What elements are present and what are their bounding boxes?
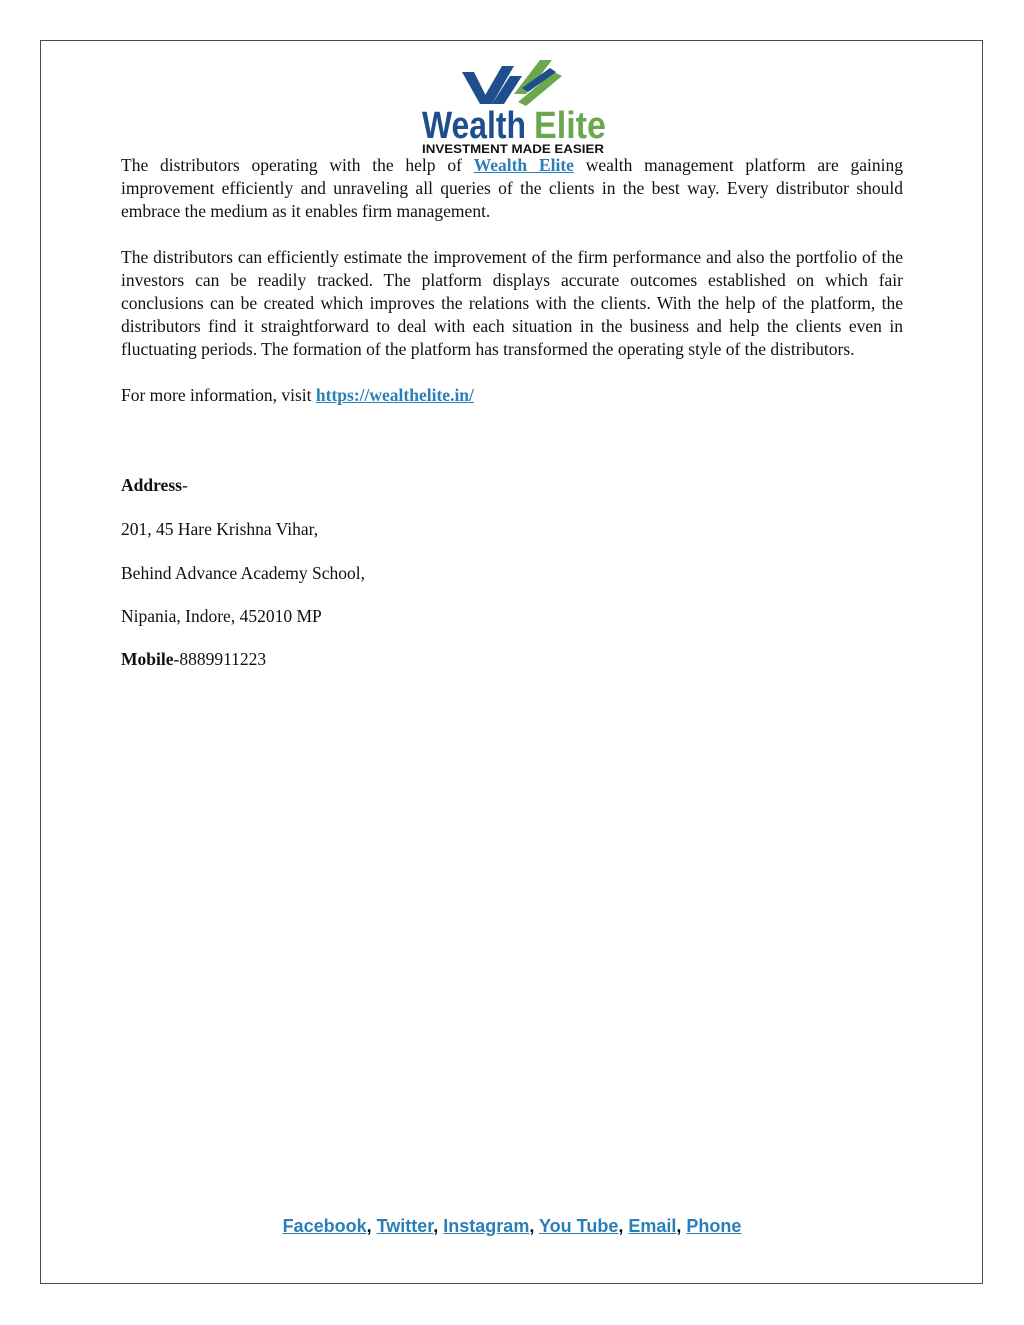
svg-text:Wealth: Wealth [422,105,526,147]
details-paragraph: The distributors can efficiently estimate the improvement of the firm performance and also the portfolio of the investors can be readily tracked. The platform displays accurate outcomes established on which fair conclusions can be created which improves the relations with the clients. With the help of the platform, the distributors find it straightforward to deal with each situation in the business and help the clients even in fluctuating periods. The formation of the platform has transformed the operating style of the distributors. [121,247,903,359]
facebook-link[interactable]: Facebook [282,1216,367,1236]
separator: , [676,1216,687,1236]
twitter-link[interactable]: Twitter [376,1216,434,1236]
wealth-elite-logo[interactable] [422,58,606,154]
wealth-elite-logo-graphic [422,58,606,154]
youtube-link[interactable]: You Tube [539,1216,619,1236]
mobile-label: Mobile [121,649,174,669]
separator: , [366,1216,377,1236]
intro-text-start: The distributors operating with the help of [121,155,474,175]
wealth-elite-link[interactable]: Wealth Elite [473,155,574,175]
address-line-3: Nipania, Indore, 452010 MP [121,606,322,626]
visit-line [121,384,903,407]
address-heading-label: Address [121,475,182,495]
mobile-line [121,649,266,670]
address-line-2: Behind Advance Academy School, [121,563,365,583]
phone-link[interactable]: Phone [686,1216,742,1236]
svg-text:Elite: Elite [534,105,606,147]
social-links-footer [0,1216,1024,1237]
body-content [121,154,903,407]
visit-prefix: For more information, visit [121,385,316,405]
address-heading-suffix: - [181,475,188,495]
email-link[interactable]: Email [628,1216,677,1236]
address-heading [121,475,188,496]
intro-paragraph [121,154,903,223]
logo-tagline: INVESTMENT MADE EASIER [422,142,605,156]
mobile-number: -8889911223 [173,649,267,669]
separator: , [618,1216,629,1236]
address-line-1: 201, 45 Hare Krishna Vihar, [121,519,319,539]
intro-text-end: wealth management platform are gaining improvement efficiently and unraveling all queries of the clients in the best way. Every distributor should embrace the medium as it enables firm management. [121,155,904,221]
separator: , [529,1216,540,1236]
website-link[interactable]: https://wealthelite.in/ [315,385,474,405]
separator: , [433,1216,444,1236]
instagram-link[interactable]: Instagram [443,1216,530,1236]
